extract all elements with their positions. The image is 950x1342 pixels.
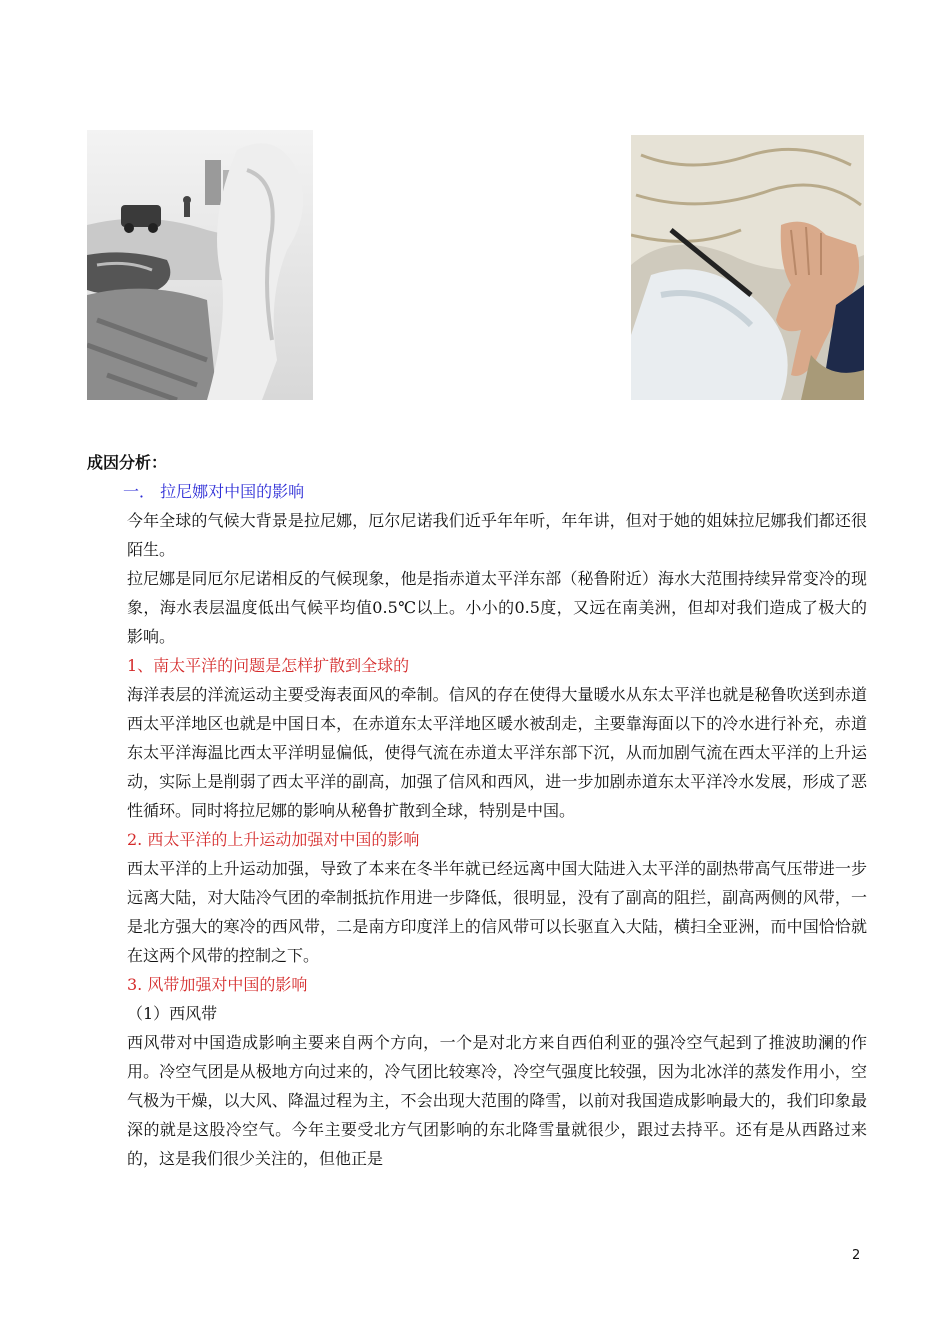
ice-block-hand-photo [631,135,864,400]
subheading-3: 3. 风带加强对中国的影响 [127,975,308,994]
frozen-landscape-image [87,130,313,400]
paragraph-4: 西太平洋的上升运动加强，导致了本来在冬半年就已经远离中国大陆进入太平洋的副热带高气压带进一步远离大陆，对大陆冷气团的牵制抵抗作用进一步降低，很明显，没有了副高的阻拦，副高两侧的风带，一是北方强大的寒冷的西风带，二是南方印度洋上的信风带可以长驱直入大陆，横扫全亚洲，而中国恰恰就在这两个风带的控制之下。 [127,859,867,965]
document-body [87,448,867,1173]
paragraph-2: 拉尼娜是同厄尔尼诺相反的气候现象，他是指赤道太平洋东部（秘鲁附近）海水大范围持续异常变冷的现象，海水表层温度低出气候平均值0.5℃以上。小小的0.5度，又远在南美洲，但却对我们造成了极大的影响。 [127,569,867,646]
subheading-3a: （1）西风带 [127,1004,218,1023]
section-title: 成因分析： [87,453,168,472]
subheading-1: 1、南太平洋的问题是怎样扩散到全球的 [127,656,410,675]
part1-heading: 一． 拉尼娜对中国的影响 [123,482,305,501]
subheading-2: 2. 西太平洋的上升运动加强对中国的影响 [127,830,420,849]
paragraph-5: 西风带对中国造成影响主要来自两个方向，一个是对北方来自西伯利亚的强冷空气起到了推波助澜的作用。冷空气团是从极地方向过来的，冷气团比较寒冷，冷空气强度比较强，因为北冰洋的蒸发作用小，空气极为干燥，以大风、降温过程为主，不会出现大范围的降雪，以前对我国造成影响最大的，我们印象最深的就是这股冷空气。今年主要受北方气团影响的东北降雪量就很少，跟过去持平。还有是从西路过来的，这是我们很少关注的，但他正是 [127,1033,867,1168]
page-number: 2 [852,1248,861,1263]
paragraph-3: 海洋表层的洋流运动主要受海表面风的牵制。信风的存在使得大量暖水从东太平洋也就是秘鲁吹送到赤道西太平洋地区也就是中国日本，在赤道东太平洋地区暖水被刮走，主要靠海面以下的冷水进行补充，赤道东太平洋海温比西太平洋明显偏低，使得气流在赤道太平洋东部下沉，从而加剧气流在西太平洋的上升运动，实际上是削弱了西太平洋的副高，加强了信风和西风，进一步加剧赤道东太平洋冷水发展，形成了恶性循环。同时将拉尼娜的影响从秘鲁扩散到全球，特别是中国。 [127,685,867,820]
ice-block-hand-image [631,135,864,400]
paragraph-1: 今年全球的气候大背景是拉尼娜，厄尔尼诺我们近乎年年听，年年讲，但对于她的姐妹拉尼娜我们都还很陌生。 [127,511,867,559]
frozen-landscape-photo [87,130,313,400]
